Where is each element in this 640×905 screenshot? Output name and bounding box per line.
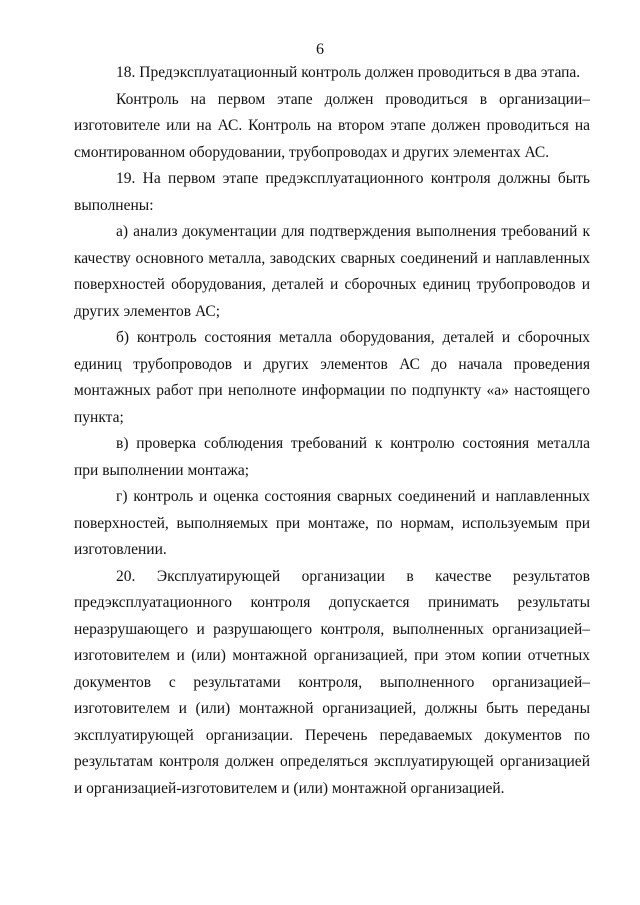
subitem-b: б) контроль состояния металла оборудования, деталей и сборочных единиц трубопроводов и других элементов АС до начала проведения монтажных работ при неполноте информации по подпункту «а» настоящего пункта; [74,329,590,426]
subitem-v: в) проверка соблюдения требований к контролю состояния металла при выполнении монтажа; [74,435,590,479]
subitem-a: а) анализ документации для подтверждения выполнения требований к качеству основного металла, заводских сварных соединений и наплавленных поверхностей оборудования, деталей и сборочных единиц трубопроводов и других элементов АС; [74,223,590,320]
paragraph-18-continued: Контроль на первом этапе должен проводиться в организации–изготовителе или на АС. Контроль на втором этапе должен проводиться на смонтированном оборудовании, трубопроводах и других элементах АС. [74,90,590,161]
paragraph-19: 19. На первом этапе предэксплуатационного контроля должны быть выполнены: [74,170,590,214]
subitem-g: г) контроль и оценка состояния сварных соединений и наплавленных поверхностей, выполняемых при монтаже, по нормам, используемым при изготовлении. [74,488,590,558]
page-number: 6 [316,41,324,58]
paragraph-20: 20. Эксплуатирующей организации в качестве результатов предэксплуатационного контроля допускается принимать результаты неразрушающего и разрушающего контроля, выполненных организацией–изготовителем и (или) монтажной организацией, при этом копии отчетных документов с результатами контроля, выполненного организацией–изготовителем и (или) монтажной организацией, должны быть переданы эксплуатирующей организации. Перечень передаваемых документов по результатам контроля должен определяться эксплуатирующей организацией и организацией-изготовителем и (или) монтажной организацией. [74,567,590,797]
document-body [74,60,590,802]
paragraph-18: 18. Предэксплуатационный контроль должен проводиться в два этапа. [116,64,581,81]
